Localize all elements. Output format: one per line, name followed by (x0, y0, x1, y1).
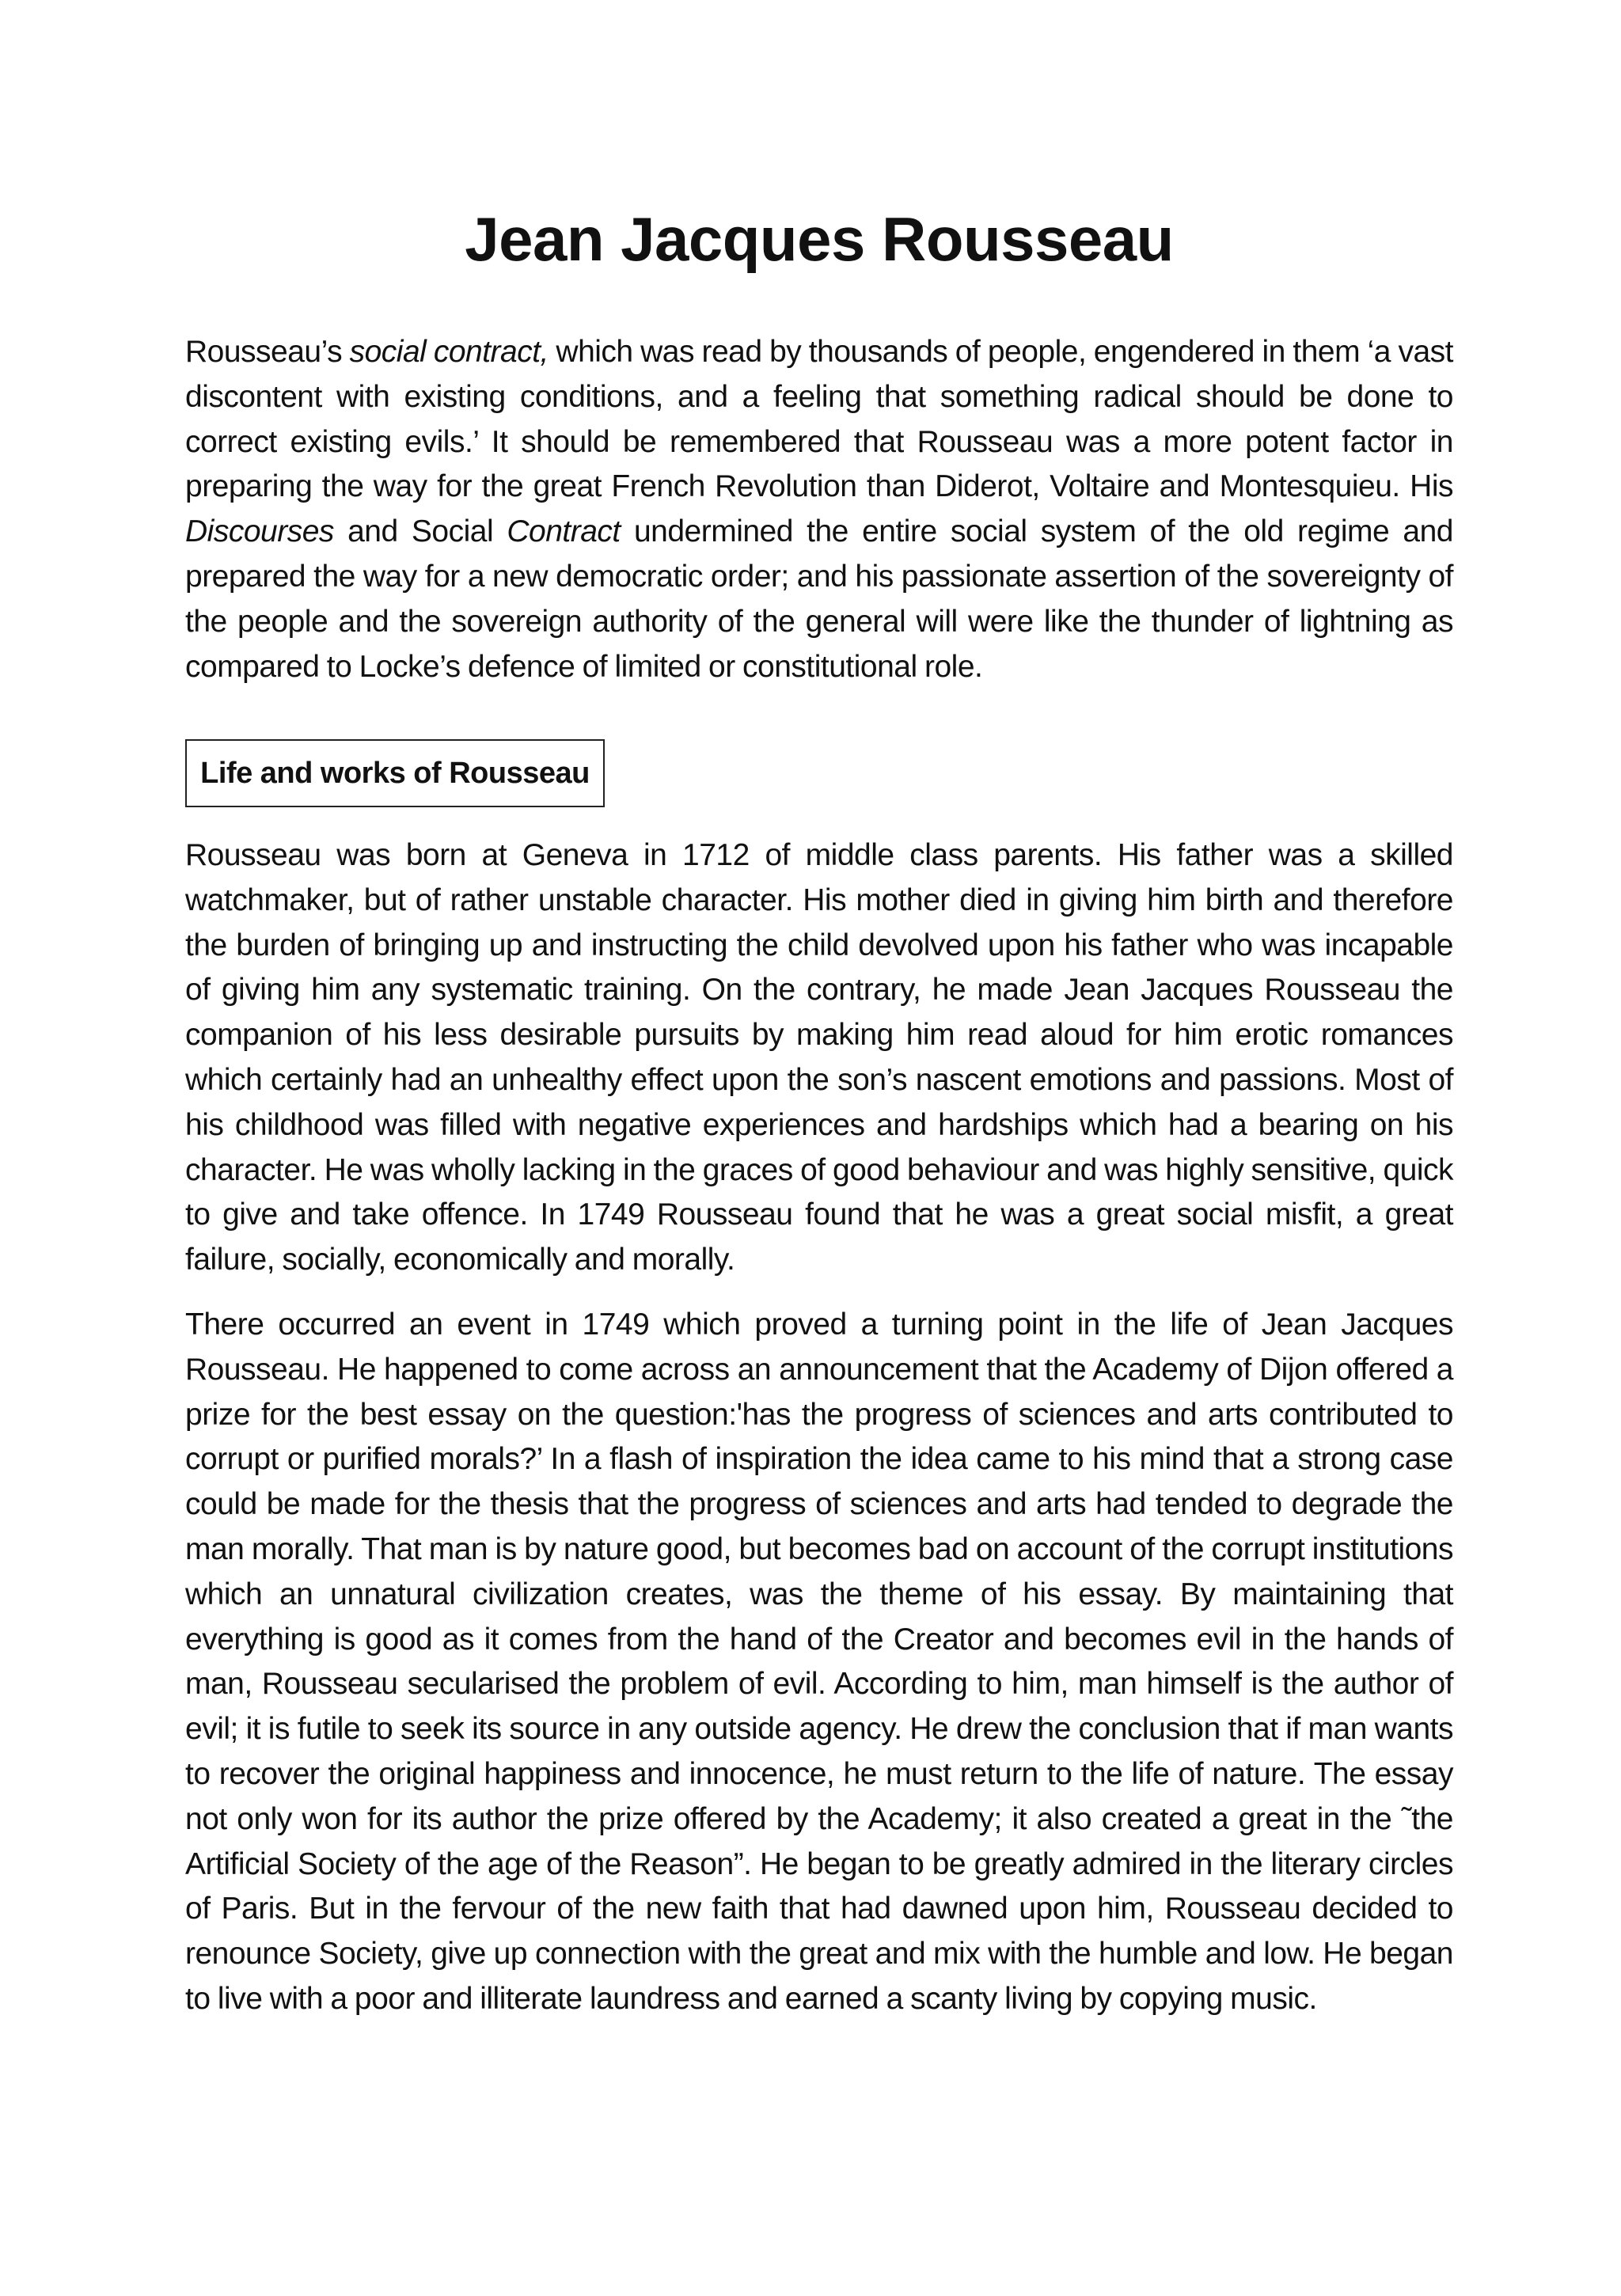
intro-emphasis-contract: Contract (507, 514, 621, 549)
life-paragraph-2: There occurred an event in 1749 which proved a turning point in the life of Jean Jacques Rousseau. He happened to come across an announcement that the Academy of Dijon offered a prize for the best essay on the question:'has the progress of sciences and arts contributed to corrupt or purified morals?’ In a flash of inspiration the idea came to his mind that a strong case could be made for the thesis that the progress of sciences and arts had tended to degrade the man morally. That man is by nature good, but becomes bad on account of the corrupt institutions which an unnatural civilization creates, was the theme of his essay. By maintaining that everything is good as it comes from the hand of the Creator and becomes evil in the hands of man, Rousseau secularised the problem of evil. According to him, man himself is the author of evil; it is futile to seek its source in any outside agency. He drew the conclusion that if man wants to recover the original happiness and innocence, he must return to the life of nature. The essay not only won for its author the prize offered by the Academy; it also created a great in the ˜the Artificial Society of the age of the Reason”. He began to be greatly admired in the literary circles of Paris. But in the fervour of the new faith that had dawned upon him, Rousseau decided to renounce Society, give up connection with the great and mix with the humble and low. He began to live with a poor and illiterate laundress and earned a scanty living by copying music. (185, 1307, 1453, 2016)
intro-text-2: which was read by thousands of people, engendered in them ‘a vast discontent with existing conditions, and a feeling that something radical should be done to correct existing evils.’ It should be remembered that Rousseau was a more potent factor in preparing the way for the great French Revolution than Diderot, Voltaire and Montesquieu. His (185, 335, 1453, 504)
intro-emphasis-discourses: Discourses (185, 514, 334, 549)
life-paragraph-1: Rousseau was born at Geneva in 1712 of middle class parents. His father was a skilled watchmaker, but of rather unstable character. His mother died in giving him birth and therefore the burden of bringing up and instructing the child devolved upon his father who was incapable of giving him any systematic training. On the contrary, he made Jean Jacques Rousseau the companion of his less desirable pursuits by making him read aloud for him erotic romances which certainly had an unhealthy effect upon the son’s nascent emotions and passions. Most of his childhood was filled with negative experiences and hardships which had a bearing on his character. He was wholly lacking in the graces of good behaviour and was highly sensitive, quick to give and take offence. In 1749 Rousseau found that he was a great social misfit, a great failure, socially, economically and morally. (185, 838, 1453, 1277)
intro-text-4: undermined the entire social system of the old regime and prepared the way for a new democratic order; and his passionate assertion of the sovereignty of the people and the sovereign authority of the general will were like the thunder of lightning as compared to Locke’s defence of limited or constitutional role. (185, 514, 1453, 684)
section-heading: Life and works of Rousseau (200, 756, 590, 790)
page-title: Jean Jacques Rousseau (465, 204, 1174, 274)
intro-text-3: and Social (333, 514, 507, 549)
intro-text-1: Rousseau’s (185, 335, 350, 369)
section-heading-box (185, 739, 605, 807)
intro-paragraph (185, 330, 1453, 689)
intro-emphasis-social-contract: social contract, (349, 335, 549, 369)
